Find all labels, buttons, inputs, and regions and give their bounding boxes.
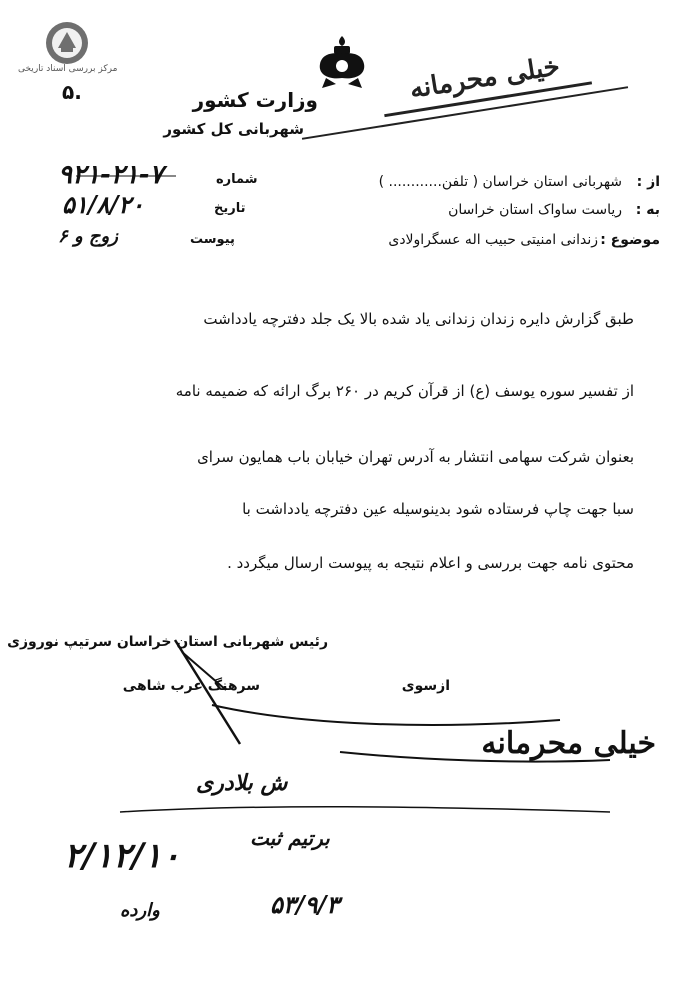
body-line-4: سبا جهت چاپ فرستاده شود بدینوسیله عین دفترچه یادداشت با xyxy=(242,500,634,518)
subject-value: زندانی امنیتی حبیب اله عسگراولادی xyxy=(388,232,598,248)
body-line-1: طبق گزارش دایره زندان زندانی یاد شده بالا یک جلد دفترچه یادداشت xyxy=(203,310,634,328)
date-label: تاریخ xyxy=(214,201,246,216)
from-label: از : xyxy=(636,174,660,190)
date-value: ۵۱/۸/۲۰ xyxy=(62,190,144,219)
handwritten-note-3: ۵۳/۹/۳ xyxy=(270,890,340,919)
top-confidential-stamp: خیلی محرمانه xyxy=(378,42,592,117)
to-label: به : xyxy=(635,202,660,218)
handwritten-date: ۲/۱۲/۱۰ xyxy=(64,836,181,876)
body-line-2: از تفسیر سوره یوسف (ع) از قرآن کریم در ۲۶۰ برگ ارائه که ضمیمه نامه xyxy=(175,382,634,400)
number-value: ۹۲۱-۲۱-۷ xyxy=(58,160,164,190)
signature-officer: سرهنگ عرب شاهی xyxy=(122,678,260,694)
from-value: شهربانی استان خراسان ( تلفن............ ) xyxy=(378,174,622,190)
number-label: شماره xyxy=(216,172,258,187)
bottom-confidential-stamp: خیلی محرمانه xyxy=(481,726,656,761)
subject-label: موضوع : xyxy=(600,232,660,248)
signature-title: رئیس شهربانی استان خراسان سرتیپ نوروزی xyxy=(7,634,328,650)
corner-mark: ۵. xyxy=(62,80,82,104)
body-line-3: بعنوان شرکت سهامی انتشار به آدرس تهران خیابان باب همایون سرای xyxy=(197,448,634,466)
handwritten-note-2: برتیم ثبت xyxy=(250,826,330,850)
attachment-value: زوج و ۶ xyxy=(58,226,118,247)
to-value: ریاست ساواک استان خراسان xyxy=(448,202,622,218)
department-title: شهربانی کل کشور xyxy=(163,120,304,138)
handwritten-note-4: وارده xyxy=(120,900,160,921)
handwritten-note-1: ش بلادری xyxy=(196,770,288,796)
watermark-text: مرکز بررسی اسناد تاریخی xyxy=(18,64,118,74)
attachment-label: پیوست xyxy=(190,232,235,247)
body-line-5: محتوی نامه جهت بررسی و اعلام نتیجه به پیوست ارسال میگردد . xyxy=(227,554,634,572)
ministry-title: وزارت کشور xyxy=(192,88,318,112)
signature-from: ازسوی xyxy=(401,678,450,694)
